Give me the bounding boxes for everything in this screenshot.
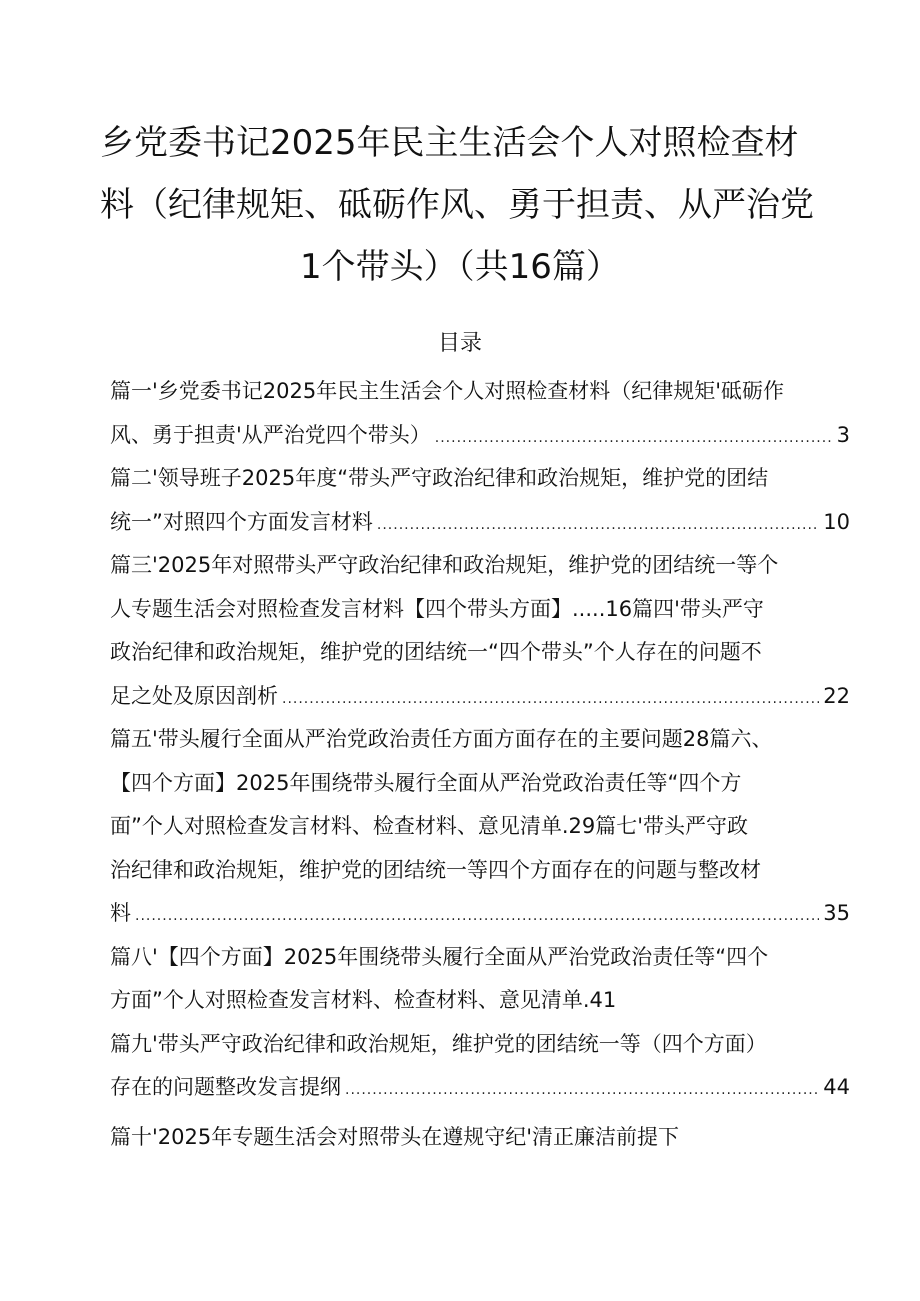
toc-line[interactable] bbox=[110, 501, 850, 545]
toc-heading: 目录 bbox=[437, 331, 482, 356]
toc-line[interactable] bbox=[110, 631, 850, 675]
toc-line[interactable] bbox=[110, 892, 850, 936]
toc-line-text: 风、勇于担责'从严治党四个带头） bbox=[110, 422, 431, 447]
toc-line-text: 足之处及原因剖析 bbox=[110, 683, 278, 708]
toc-leader-dots bbox=[282, 678, 819, 719]
toc-page-number: 3 bbox=[836, 422, 850, 447]
toc-line[interactable] bbox=[110, 805, 850, 849]
toc-page-number: 10 bbox=[823, 509, 850, 534]
toc-leader-dots bbox=[345, 1069, 819, 1110]
toc-line-text: 篇一'乡党委书记2025年民主生活会个人对照检查材料（纪律规矩'砥砺作 bbox=[110, 379, 784, 403]
document-title bbox=[100, 112, 820, 298]
toc-leader-dots bbox=[135, 895, 819, 936]
toc-line-text: 方面”个人对照检查发言材料、检查材料、意见清单.41 bbox=[110, 988, 617, 1012]
table-of-contents bbox=[110, 370, 850, 1159]
title-line-1: 乡党委书记2025年民主生活会个人对照检查材 bbox=[100, 123, 799, 163]
toc-line-text: 料 bbox=[110, 901, 131, 925]
toc-line[interactable] bbox=[110, 370, 850, 414]
toc-line[interactable] bbox=[110, 675, 850, 719]
toc-line[interactable] bbox=[110, 1023, 850, 1067]
toc-line[interactable] bbox=[110, 1116, 850, 1160]
toc-page-number: 44 bbox=[823, 1075, 850, 1099]
toc-line[interactable] bbox=[110, 762, 850, 806]
toc-line[interactable] bbox=[110, 718, 850, 762]
toc-leader-dots bbox=[435, 417, 833, 458]
toc-line[interactable] bbox=[110, 544, 850, 588]
toc-line-text: 篇三'2025年对照带头严守政治纪律和政治规矩，维护党的团结统一等个 bbox=[110, 553, 779, 577]
toc-line-text: 统一”对照四个方面发言材料 bbox=[110, 509, 373, 534]
toc-page-number: 35 bbox=[823, 901, 850, 925]
title-line-2: 料（纪律规矩、砥砺作风、勇于担责、从严治党 bbox=[100, 185, 814, 225]
title-line-3: 1个带头）（共16篇） bbox=[300, 247, 620, 287]
toc-line-text: 篇九'带头严守政治纪律和政治规矩，维护党的团结统一等（四个方面） bbox=[110, 1031, 767, 1056]
toc-leader-dots bbox=[377, 504, 819, 545]
toc-line-text: 人专题生活会对照检查发言材料【四个带头方面】.....16篇四'带头严守 bbox=[110, 596, 764, 621]
toc-line[interactable] bbox=[110, 936, 850, 980]
toc-line-text: 篇五'带头履行全面从严治党政治责任方面方面存在的主要问题28篇六、 bbox=[110, 727, 773, 751]
toc-line[interactable] bbox=[110, 1066, 850, 1110]
toc-line[interactable] bbox=[110, 414, 850, 458]
toc-line-text: 政治纪律和政治规矩，维护党的团结统一“四个带头”个人存在的问题不 bbox=[110, 640, 762, 664]
toc-line[interactable] bbox=[110, 979, 850, 1023]
toc-line-text: 治纪律和政治规矩，维护党的团结统一等四个方面存在的问题与整改材 bbox=[110, 857, 761, 882]
toc-line[interactable] bbox=[110, 849, 850, 893]
toc-line-text: 篇十'2025年专题生活会对照带头在遵规守纪'清正廉洁前提下 bbox=[110, 1124, 679, 1149]
toc-line[interactable] bbox=[110, 588, 850, 632]
toc-line-text: 篇八'【四个方面】2025年围绕带头履行全面从严治党政治责任等“四个 bbox=[110, 944, 769, 969]
toc-line-text: 篇二'领导班子2025年度“带头严守政治纪律和政治规矩，维护党的团结 bbox=[110, 466, 769, 490]
toc-line-text: 面”个人对照检查发言材料、检查材料、意见清单.29篇七'带头严守政 bbox=[110, 814, 749, 838]
toc-line-text: 存在的问题整改发言提纲 bbox=[110, 1075, 341, 1099]
toc-line-text: 【四个方面】2025年围绕带头履行全面从严治党政治责任等“四个方 bbox=[110, 770, 742, 795]
toc-page-number: 22 bbox=[823, 683, 850, 708]
toc-line[interactable] bbox=[110, 457, 850, 501]
